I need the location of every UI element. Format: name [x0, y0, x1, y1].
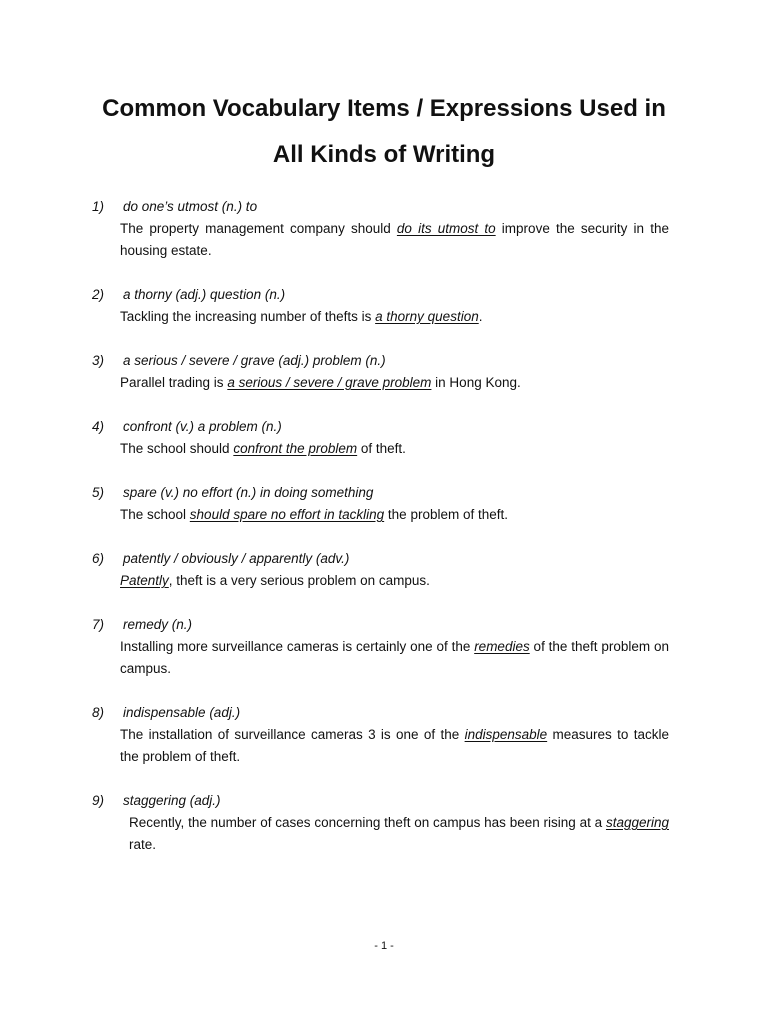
vocabulary-item	[92, 416, 669, 460]
example-sentence	[120, 570, 669, 592]
sentence-before: The school should	[120, 441, 234, 456]
highlighted-expression: Patently	[120, 573, 169, 588]
title-line-1: Common Vocabulary Items / Expressions Used in	[102, 95, 666, 122]
item-number: 5)	[92, 485, 105, 500]
example-sentence	[129, 812, 669, 856]
example-sentence	[120, 218, 669, 262]
item-term: indispensable (adj.)	[123, 705, 241, 720]
vocabulary-item	[92, 196, 669, 262]
item-heading	[92, 790, 669, 812]
item-heading	[92, 196, 669, 218]
item-heading	[92, 482, 669, 504]
sentence-before: The installation of surveillance cameras 3 is one of the	[120, 727, 465, 742]
item-term: patently / obviously / apparently (adv.)	[123, 551, 350, 566]
highlighted-expression: do its utmost to	[396, 221, 496, 236]
vocabulary-item	[92, 702, 669, 768]
vocabulary-item	[92, 482, 669, 526]
vocabulary-item	[92, 548, 669, 592]
highlighted-expression: a serious / severe / grave problem	[227, 375, 432, 390]
item-term: remedy (n.)	[123, 617, 193, 632]
sentence-before: Parallel trading is	[120, 375, 228, 390]
vocabulary-item	[92, 350, 669, 394]
item-term: do one’s utmost (n.) to	[123, 199, 258, 214]
vocabulary-list	[92, 196, 669, 878]
item-number: 2)	[92, 287, 105, 302]
sentence-after: measures to tackle the problem of theft.	[120, 727, 669, 764]
item-heading	[92, 350, 669, 372]
item-number: 9)	[92, 793, 105, 808]
example-sentence	[120, 306, 669, 328]
vocabulary-item	[92, 284, 669, 328]
item-heading	[92, 702, 669, 724]
highlighted-expression: should spare no effort in tackling	[189, 507, 385, 522]
highlighted-expression: a thorny question	[375, 309, 479, 324]
sentence-before: The property management company should	[120, 221, 397, 236]
sentence-before: Tackling the increasing number of thefts is	[120, 309, 376, 324]
item-heading	[92, 416, 669, 438]
example-sentence	[120, 724, 669, 768]
item-number: 8)	[92, 705, 105, 720]
example-sentence	[120, 636, 669, 680]
highlighted-expression: remedies	[474, 639, 530, 654]
sentence-after: the problem of theft.	[384, 507, 508, 522]
vocabulary-item	[92, 790, 669, 856]
item-term: a serious / severe / grave (adj.) problem (n.)	[123, 353, 386, 368]
sentence-after: of the theft problem on campus.	[120, 639, 669, 676]
example-sentence	[120, 438, 669, 460]
item-number: 1)	[92, 199, 105, 214]
sentence-before: Recently, the number of cases concerning theft on campus has been rising at a	[129, 815, 606, 830]
sentence-after: of theft.	[357, 441, 406, 456]
example-sentence	[120, 504, 669, 526]
item-number: 4)	[92, 419, 105, 434]
sentence-after: .	[478, 309, 483, 324]
item-heading	[92, 548, 669, 570]
item-term: a thorny (adj.) question (n.)	[123, 287, 286, 302]
highlighted-expression: staggering	[605, 815, 669, 830]
page-title	[60, 86, 708, 178]
item-term: staggering (adj.)	[123, 793, 221, 808]
item-term: confront (v.) a problem (n.)	[123, 419, 282, 434]
item-heading	[92, 284, 669, 306]
sentence-after: , theft is a very serious problem on campus.	[168, 573, 430, 588]
sentence-before: Installing more surveillance cameras is certainly one of the	[120, 639, 475, 654]
item-heading	[92, 614, 669, 636]
highlighted-expression: indispensable	[464, 727, 548, 742]
sentence-after: rate.	[129, 837, 157, 852]
item-number: 3)	[92, 353, 105, 368]
item-number: 7)	[92, 617, 105, 632]
sentence-after: in Hong Kong.	[431, 375, 521, 390]
vocabulary-item	[92, 614, 669, 680]
example-sentence	[120, 372, 669, 394]
page-number: - 1 -	[374, 940, 394, 952]
sentence-after: improve the security in the housing estate.	[120, 221, 669, 258]
sentence-before: The school	[120, 507, 190, 522]
title-line-2: All Kinds of Writing	[272, 141, 496, 168]
item-term: spare (v.) no effort (n.) in doing something	[123, 485, 374, 500]
item-number: 6)	[92, 551, 105, 566]
highlighted-expression: confront the problem	[233, 441, 358, 456]
